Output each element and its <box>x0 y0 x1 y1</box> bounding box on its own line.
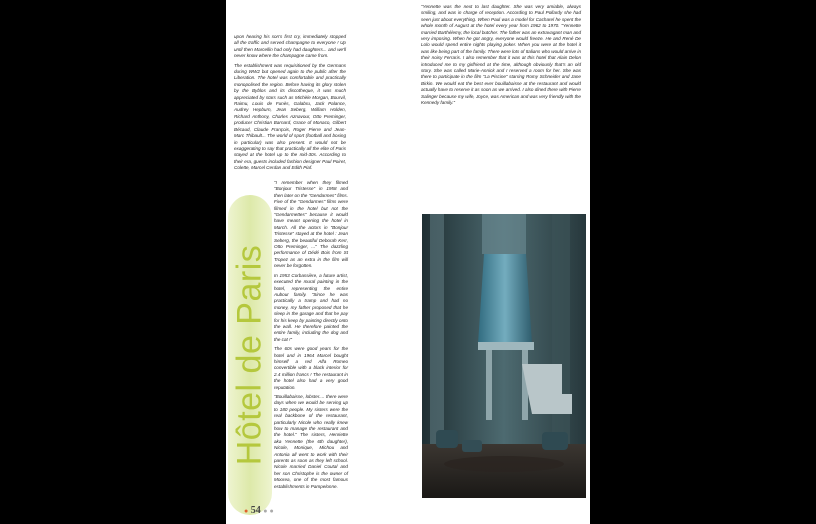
hotel-lobby-photo <box>422 214 586 498</box>
page-footer <box>244 505 274 516</box>
page-title: Hôtel de Paris <box>230 244 269 466</box>
lobby-illustration <box>422 214 586 498</box>
paragraph: "Bouillabaisse, lobster.... there were days when we would be serving up to 180 people. My sisters were the real backbone of the restaurant, particularly Nicole who really knew how to manage the restaurant and the hotel." The sisters, Henriette aka Yennette (the 6th daughter), Nicole, Monique, Michou and Antonia all went to work with their parents as soon as they left school. Nicole married Daniel Coutal and her son Christophe is the owner of Moorea, one of the most famous establishments in Pampelonne. <box>274 394 348 489</box>
left-column-top <box>234 34 346 175</box>
paragraph: "Yennette was the next to last daughter. She was very amiable, always smiling, and was in charge of reception. According to Paul Pollardy she had seen just about everything. When Paul was a model for Cacharel he spent the whole month of August at the hotel every year from 1962 to 1970. "Yennette married Barthélemy, the local butcher. The father was an extravagant man and very imposing. When he got angry, everyone would freeze. He and René De Lolo would spend entire nights playing poker. When you were at the hotel it was like being part of the family. There were lots of Italians who would arrive in their noisy Ferraris. I also remember that it was at this hotel that Alain Delon introduced me to my girlfriend at the time, although obviously that's an old story. She was called Marie-Annick and I reserved a room for her. She was there to participate in the film "La Piscine" starring Romy Schneider and Jane Birkin. We would eat the best ever bouillabaisse at the restaurant and would actually have to reserve it as soon as we arrived. I also dined there with Pierre Salinger because my wife, Joyce, was American and was very friendly with the Kennedy family." <box>421 4 581 106</box>
page-number: 54 <box>250 505 261 516</box>
left-column-bottom <box>274 180 348 493</box>
paragraph: "I remember when they filmed "Bonjour Tristesse" in 1958 and then later on the "Gendarmes" films. Five of the "Gendarmes" films were filmed in the hotel but not the "Gendarmettes" because it would have meant opening the hotel in March. All the actors in "Bonjour Tristesse" stayed at the hotel : Jean Seberg, the beautiful Deborah Kerr, Otto Preminger, ..." The dazzling performance of Dédé Bois from St Tropez as an extra in the film will never be forgotten. <box>274 180 348 269</box>
right-column <box>421 4 581 110</box>
bullet-icon: ● <box>244 508 249 515</box>
paragraph: In 1953 Corbassière, a future artist, executed the mural painting in the hotel, representing the entire Aubour family. "Since he was practically a tramp and had no money, my father proposed that he sleep in the garage and that he pay for his keep by painting directly onto the wall. He therefore painted the entire family, including the dog and the cat !" <box>274 272 348 342</box>
paragraph: upon hearing his son's first cry, immediately stopped all the traffic and served champagne to everyone ! Up until then Marcellin had only had daughters... and we'll never know where the champagne came from. <box>234 34 346 59</box>
bullet-icon: ● ● <box>263 508 274 515</box>
paragraph: The establishment was requisitioned by the Germans during WW2 but opened again to the public after the Liberation. The hotel was comfortable and practically monopolised the region. Before having its glory stolen by the Byblos and its discotheque, it was much appreciated by stars such as Michèle Morgan, Bourvil, Raimu, Louis de Funès, Galabru, Jack Palance, Audrey Hepburn, Jean Seberg, William Holden, Richard Anthony, Charles Aznavour, Otto Preminger, producer Christian Barnard, Grace of Monaco, Gilbert Bécaud, Claude François, Roger Pierre and Jean-Marc Thibault... The world of sport (football and boxing in particular) was also present. It would not be exaggerating to say that practically all the elite of Paris stayed at the hotel up to the mid-30s. According to their era, guests included fashion designer Paul Poiret, Colette, Marcel Cerdan and Edith Piaf. <box>234 62 346 171</box>
magazine-page <box>226 0 590 524</box>
paragraph: The 60s were good years for the hotel and in 1964 Marcel bought himself a red Alfa Romeo convertible with a black interior for 2.4 million francs ! The restaurant in the hotel also had a very good reputation. <box>274 346 348 390</box>
